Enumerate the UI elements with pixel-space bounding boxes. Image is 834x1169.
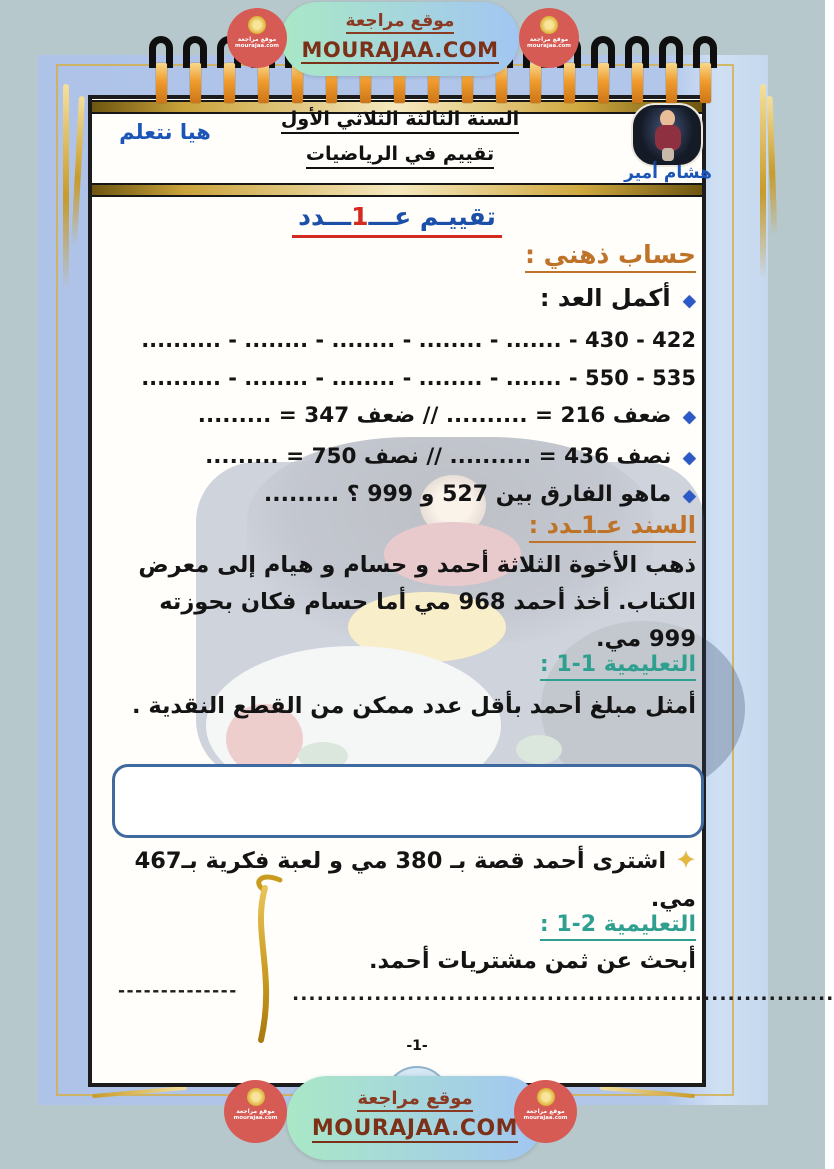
site-banner-top[interactable]: [281, 2, 519, 76]
ring-bar: [258, 63, 269, 103]
ring-bar: [632, 63, 643, 103]
ring-bar: [156, 63, 167, 103]
spiral-ring: [622, 36, 652, 103]
title-part1: تقييـم عـــ: [368, 202, 496, 231]
answer-box: [112, 764, 704, 838]
ring-bar: [700, 63, 711, 103]
ring-bar: [530, 63, 541, 103]
double-line: ◆ ضعف 216 = .......... // ضعف 347 = .........: [197, 403, 696, 428]
header-gold-bar-bottom: [92, 183, 702, 197]
count-line-1: 422 - 430 - ....... - ........ - ........ - ........ - ..........: [141, 328, 696, 352]
spiral-ring: [656, 36, 686, 103]
author-name: هشام أمير: [624, 163, 712, 183]
half-line: ◆ نصف 436 = .......... // نصف 750 = .........: [205, 444, 696, 469]
support-text: ذهب الأخوة الثلاثة أحمد و حسام و هيام إلى معرض الكتاب. أخذ أحمد 968 مي أما حسام فكان بحوزته 999 مي.: [138, 552, 696, 652]
badge-book-icon: [537, 1088, 555, 1106]
watermark-shape: [516, 735, 562, 764]
title-part2: ـــدد: [298, 202, 352, 231]
sparkle-icon: ✦: [675, 846, 696, 874]
count-prompt: ◆ أكمل العد :: [539, 284, 696, 312]
gold-brush-stroke: [767, 96, 778, 236]
subject-line: تقييم في الرياضيات: [306, 143, 494, 169]
badge-book-icon: [540, 16, 558, 34]
gold-brush-stroke: [63, 84, 69, 289]
ring-bar: [564, 63, 575, 103]
school-year-line: السنة الثالثة الثلاثي الأول: [281, 108, 519, 134]
answer-dashes-line: --------------: [118, 981, 238, 1001]
badge-book-icon: [248, 16, 266, 34]
site-title: موقع مراجعة: [346, 11, 455, 34]
diamond-bullet-icon: ◆: [682, 448, 696, 468]
site-url: MOURAJAA.COM: [311, 1116, 519, 1141]
badge-book-icon: [247, 1088, 265, 1106]
title-number: 1: [351, 202, 369, 231]
task1-text: أمثل مبلغ أحمد بأقل عدد ممكن من القطع النقدية .: [131, 693, 696, 719]
page-number: -1-: [406, 1038, 428, 1054]
site-badge-icon: موقع مراجعة mourajaa.com: [519, 8, 579, 68]
photo-person-base: [662, 148, 674, 161]
ring-bar: [666, 63, 677, 103]
task2-text: أبحث عن ثمن مشتريات أحمد.: [369, 948, 696, 974]
motto-text: هيا نتعلم: [119, 120, 211, 144]
mental-math-heading: حساب ذهني :: [118, 240, 696, 273]
diamond-bullet-icon: ◆: [682, 486, 696, 506]
teacher-photo: [631, 103, 703, 167]
task2-heading: التعليمية 2-1 :: [118, 912, 696, 941]
site-url: MOURAJAA.COM: [301, 38, 499, 62]
site-badge-icon: موقع مراجعة mourajaa.com: [227, 8, 287, 68]
site-badge-icon: موقع مراجعة mourajaa.com: [514, 1080, 577, 1143]
header-title-block: [230, 108, 570, 178]
support-heading: السند عـ1ـدد :: [118, 511, 696, 543]
ring-bar: [190, 63, 201, 103]
ring-bar: [224, 63, 235, 103]
spiral-ring: [588, 36, 618, 103]
spiral-ring: [146, 36, 176, 103]
purchase-text: ✦ اشترى أحمد قصة بـ 380 مي و لعبة فكرية بـ467 مي.: [134, 846, 696, 912]
site-title: موقع مراجعة: [357, 1088, 472, 1112]
evaluation-title: [92, 202, 702, 238]
diamond-bullet-icon: ◆: [682, 291, 696, 311]
site-banner-bottom[interactable]: [287, 1076, 543, 1160]
spiral-ring: [180, 36, 210, 103]
gold-brush-stroke: [760, 84, 766, 279]
diamond-bullet-icon: ◆: [682, 407, 696, 427]
spiral-ring: [690, 36, 720, 103]
site-badge-icon: موقع مراجعة mourajaa.com: [224, 1080, 287, 1143]
count-line-2: 535 - 550 - ....... - ........ - ........ - ........ - ..........: [141, 366, 696, 390]
task1-heading: التعليمية 1-1 :: [118, 652, 696, 681]
difference-line: ◆ ماهو الفارق بين 527 و 999 ؟ .........: [263, 482, 696, 507]
answer-dots-line: ..................................................................: [292, 983, 834, 1005]
ring-bar: [598, 63, 609, 103]
gold-ribbon-decoration: [236, 870, 296, 1048]
